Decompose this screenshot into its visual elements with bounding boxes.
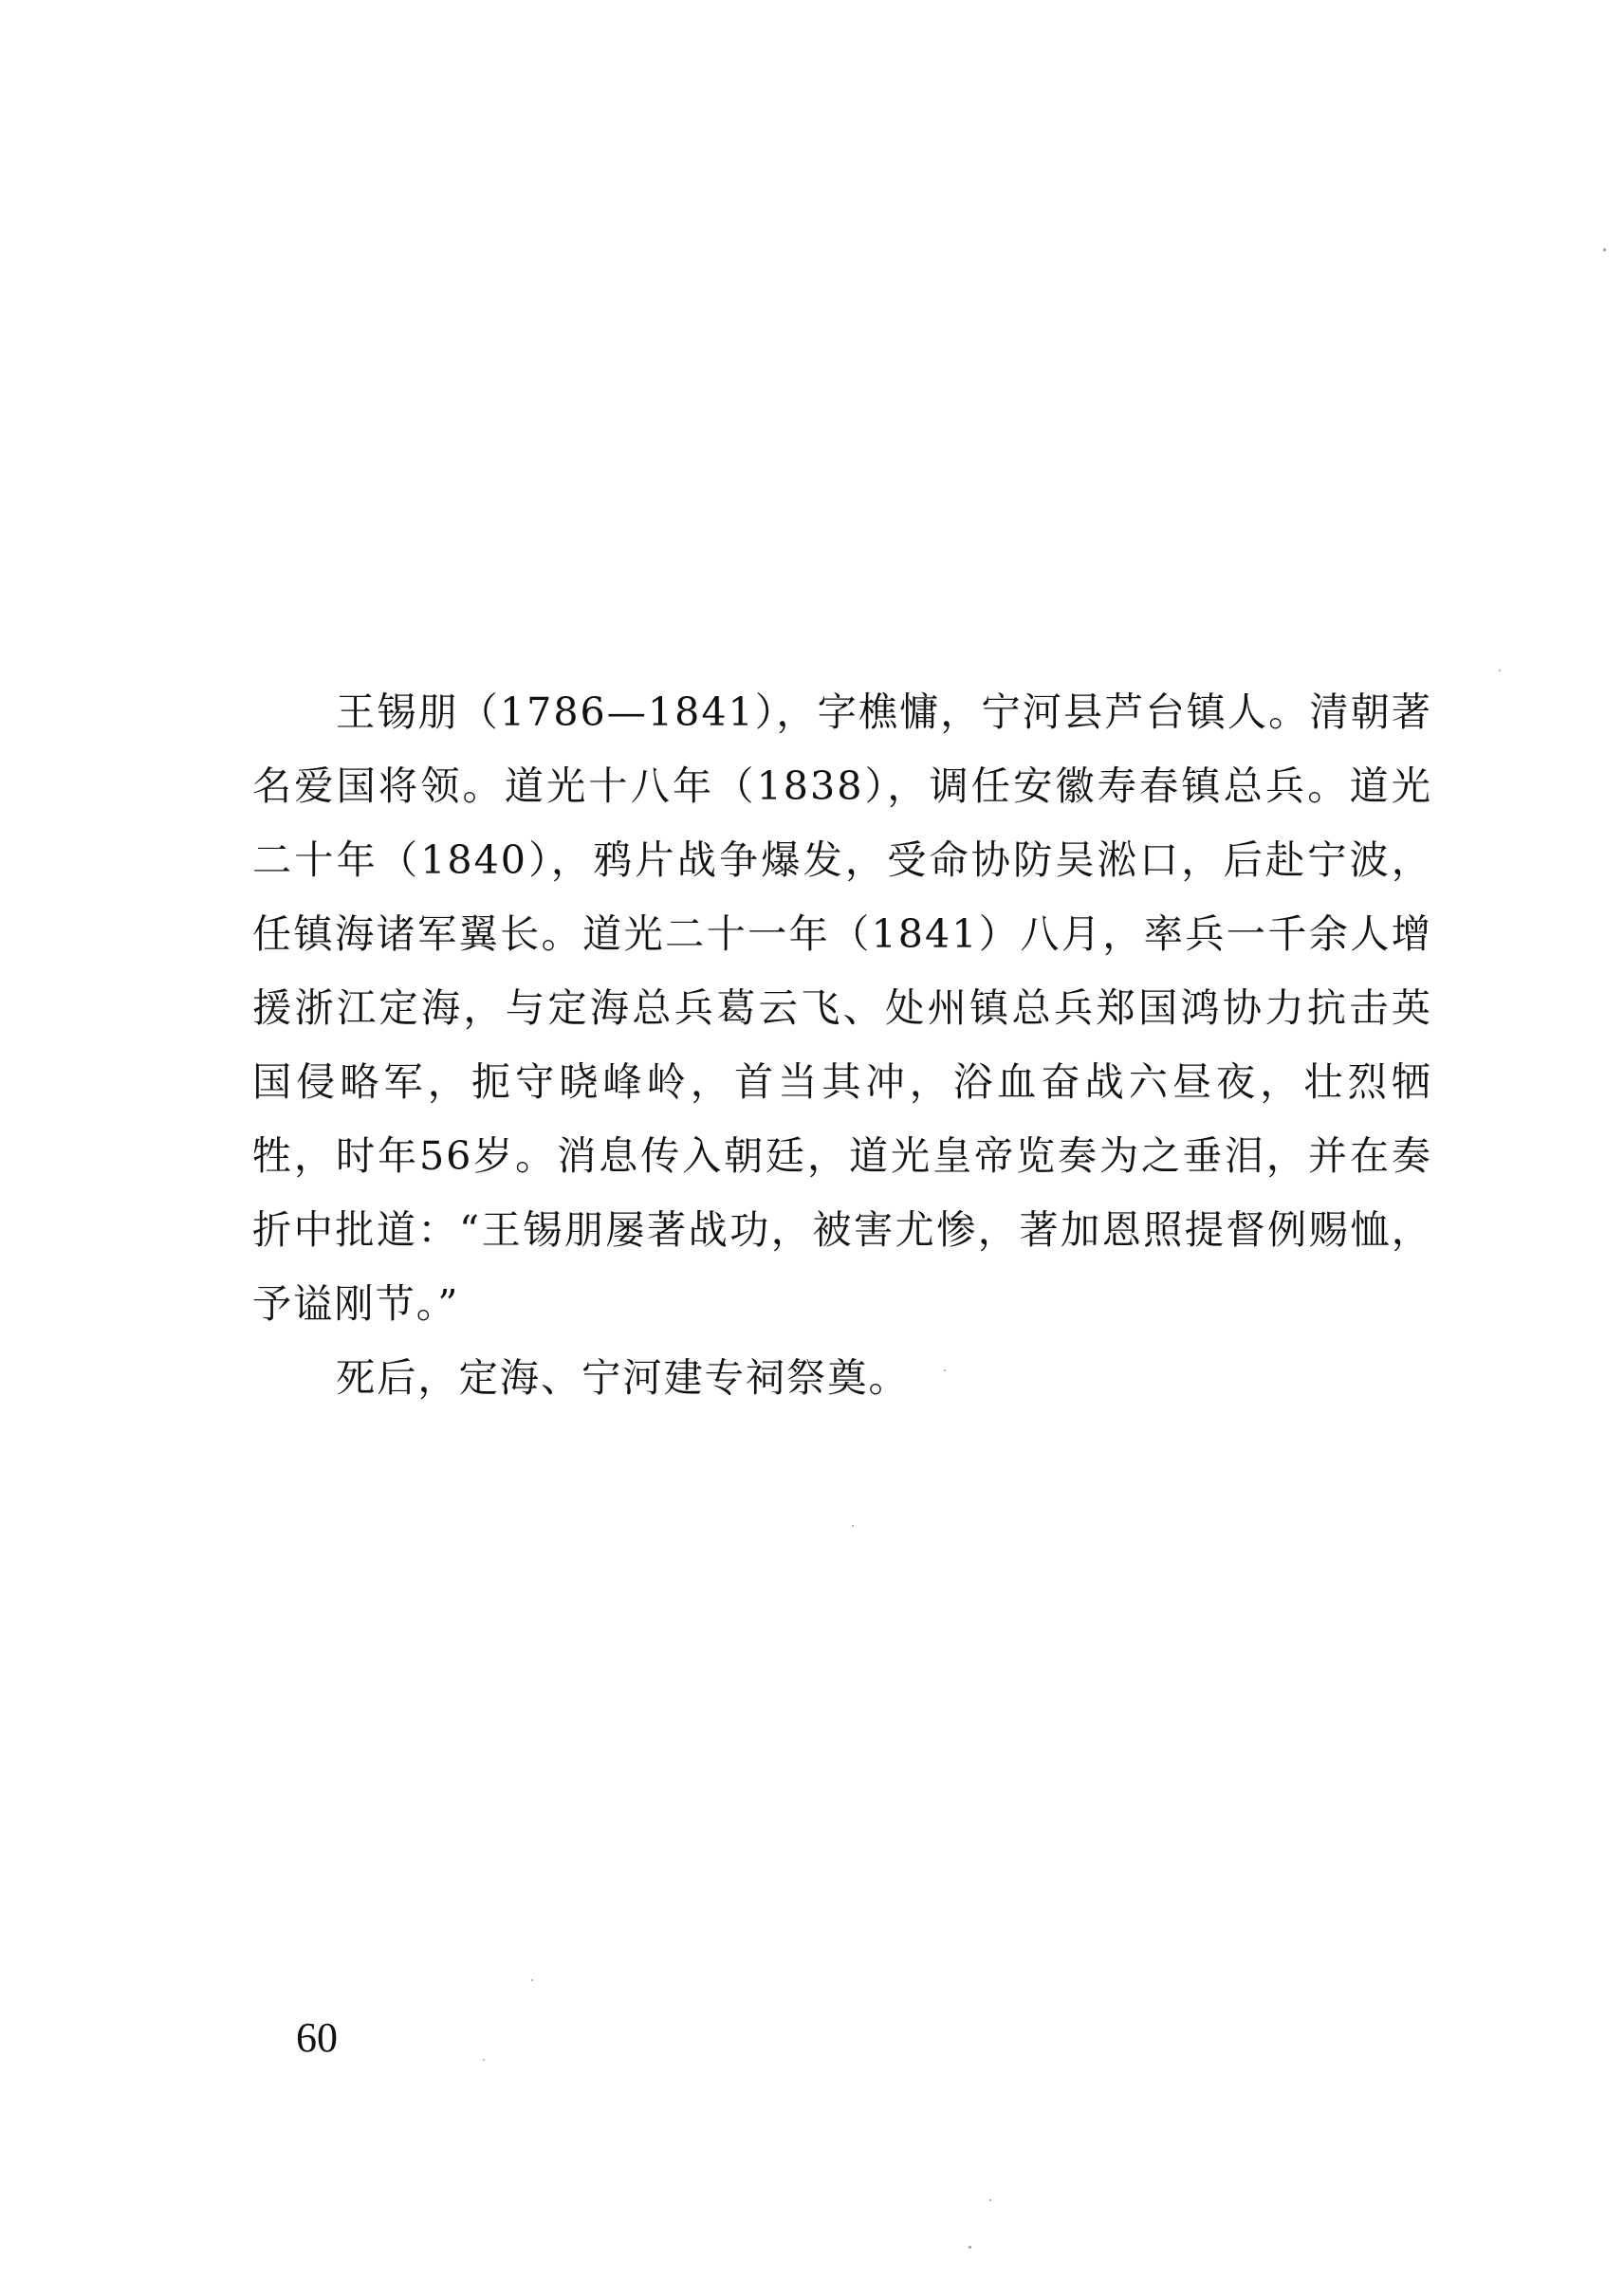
paragraph-biography: 王锡朋（1786—1841），字樵慵，宁河县芦台镇人。清朝著名爱国将领。道光十八年（1838），调任安徽寿春镇总兵。道光二十年（1840），鸦片战争爆发，受命协防吴淞口，后赴宁波，任镇海诸军翼长。道光二十一年（1841）八月，率兵一千余人增援浙江定海，与定海总兵葛云飞、处州镇总兵郑国鸿协力抗击英国侵略军，扼守晓峰岭，首当其冲，浴血奋战六昼夜，壮烈牺牲，时年56岁。消息传入朝廷，道光皇帝览奏为之垂泪，并在奏折中批道：“王锡朋屡著战功，被害尤惨，著加恩照提督例赐恤，予谥刚节。” xyxy=(252,689,1432,1327)
scan-speck xyxy=(1499,670,1501,671)
scan-speck xyxy=(969,2246,971,2249)
scan-speck xyxy=(944,1369,946,1371)
scan-speck xyxy=(852,1525,854,1527)
paragraph-memorial: 死后，定海、宁河建专祠祭奠。 xyxy=(336,1355,910,1401)
body-text xyxy=(252,675,1432,1415)
scan-speck xyxy=(1603,248,1606,251)
scan-speck xyxy=(531,1979,533,1981)
scan-speck xyxy=(989,2199,991,2201)
scan-speck xyxy=(483,2059,485,2061)
page-number: 60 xyxy=(296,2014,338,2061)
